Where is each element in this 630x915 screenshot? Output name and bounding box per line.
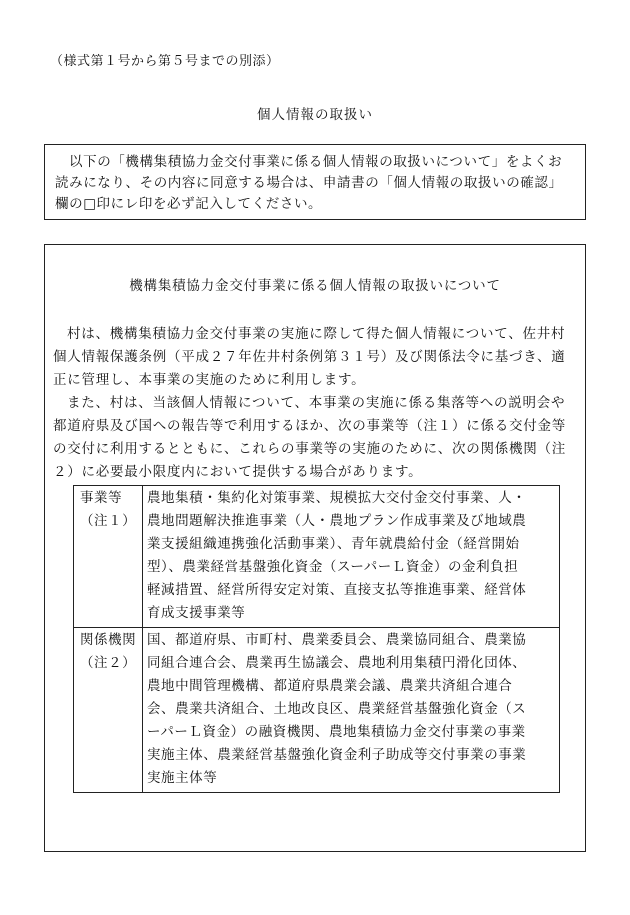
paragraph-line: 個人情報保護条例（平成２７年佐井村条例第３１号）及び関係法令に基づき、適 — [53, 349, 566, 365]
privacy-policy-box — [44, 244, 586, 852]
attachment-note: （様式第１号から第５号までの別添） — [50, 54, 280, 69]
related-info-table — [73, 485, 560, 793]
paragraph-line: ２）に必要最小限度内において提供する場合があります。 — [53, 464, 423, 480]
notice-box — [44, 144, 586, 220]
paragraph-line: 村は、機構集積協力金交付事業の実施に際して得た個人情報について、佐井村 — [67, 326, 566, 342]
notice-line: 読みになり、その内容に同意する場合は、申請書の「個人情報の取扱いの確認」 — [55, 175, 563, 191]
notice-line: 欄の□印にレ印を必ず記入してください。 — [55, 196, 323, 212]
table-row — [74, 486, 560, 628]
policy-title: 機構集積協力金交付事業に係る個人情報の取扱いについて — [129, 278, 501, 294]
row-header-projects: 事業等 （注１） — [74, 486, 143, 628]
row-content-agencies: 国、都道府県、市町村、農業委員会、農業協同組合、農業協 同組合連合会、農業再生協議会、農地利用集積円滑化団体、 農地中間管理機構、都道府県農業会議、農業共済組合連合 会、農業共済組合、土地改良区、農業経営基盤強化資金（ス ーパーＬ資金）の融資機関、農地集積協力金交付事業の事業 実施主体、農業経営基盤強化資金利子助成等交付事業の事業 実施主体等 — [143, 628, 560, 793]
paragraph-line: 都道府県及び国への報告等で利用するほか、次の事業等（注１）に係る交付金等 — [53, 418, 566, 434]
paragraph-line: 正に管理し、本事業の実施のために利用します。 — [53, 372, 366, 388]
document-title: 個人情報の取扱い — [257, 107, 373, 123]
table-row — [74, 628, 560, 793]
notice-line: 以下の「機構集積協力金交付事業に係る個人情報の取扱いについて」をよくお — [69, 154, 563, 170]
paragraph-line: の交付に利用するとともに、これらの事業等の実施のために、次の関係機関（注 — [53, 441, 566, 457]
paragraph-line: また、村は、当該個人情報について、本事業の実施に係る集落等への説明会や — [67, 395, 566, 411]
row-header-agencies: 関係機関 （注２） — [74, 628, 143, 793]
row-content-projects: 農地集積・集約化対策事業、規模拡大交付金交付事業、人・ 農地問題解決推進事業（人・農地プラン作成事業及び地域農 業支援組織連携強化活動事業）、青年就農給付金（経営開始 型）、農業経営基盤強化資金（スーパーＬ資金）の金利負担 軽減措置、経営所得安定対策、直接支払等推進事業、経営体 育成支援事業等 — [143, 486, 560, 628]
